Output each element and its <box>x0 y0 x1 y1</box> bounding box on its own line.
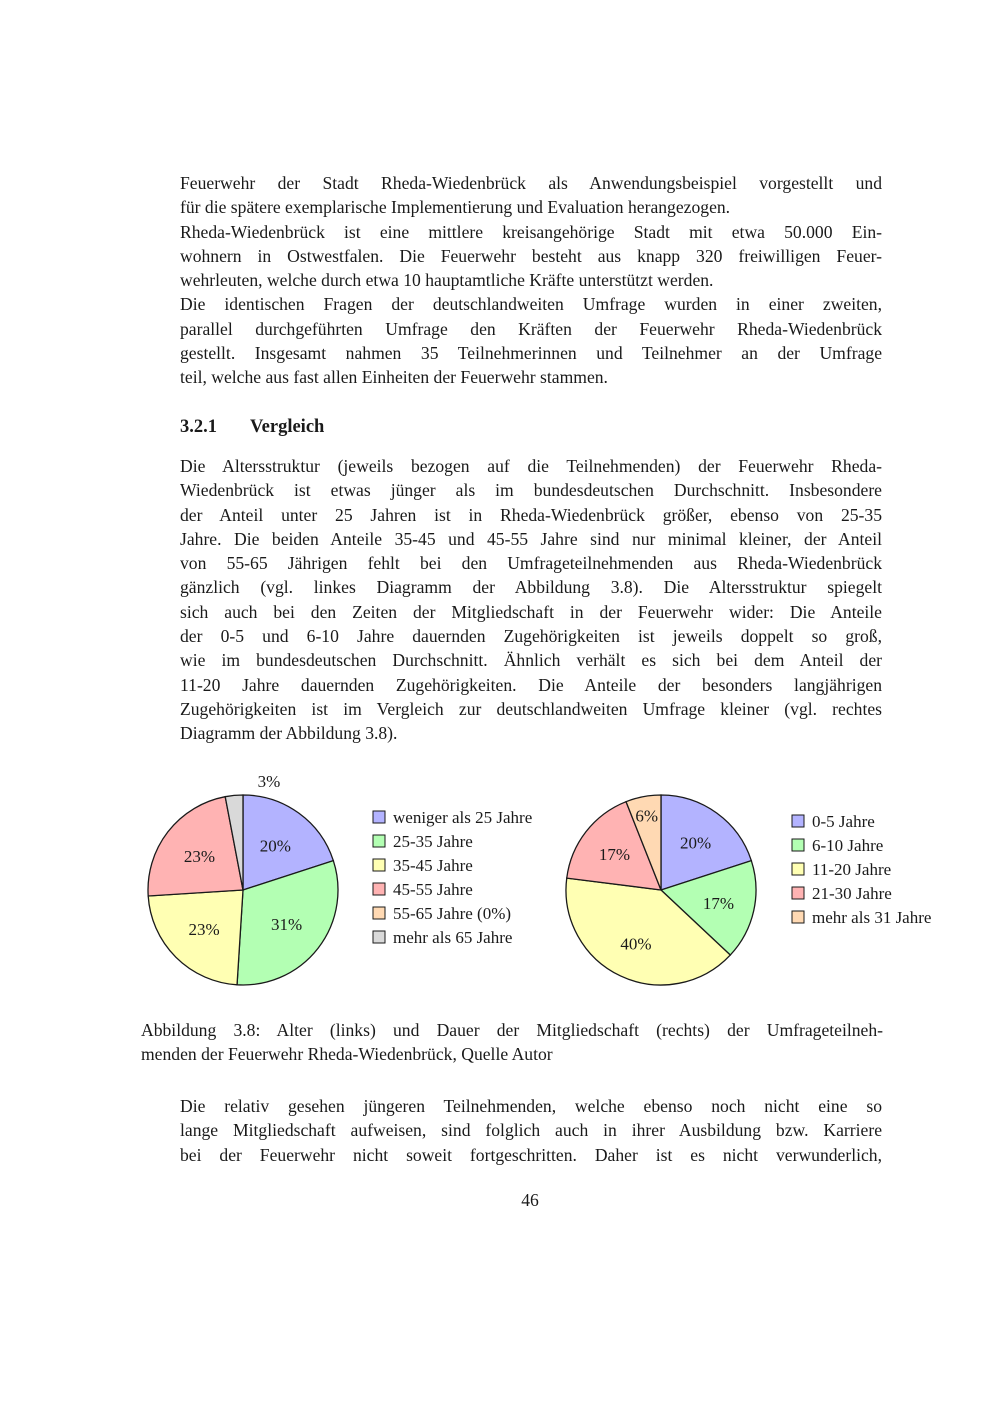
text-line: der Anteil unter 25 Jahren ist in Rheda-Wiedenbrück größer, ebenso von 25-35 <box>180 504 882 525</box>
legend-label: 25-35 Jahre <box>393 832 473 851</box>
text-line: für die spätere exemplarische Implementierung und Evaluation herangezogen. <box>180 197 731 218</box>
text-line: gestellt. Insgesamt nahmen 35 Teilnehmerinnen und Teilnehmer an der Umfrage <box>180 343 882 364</box>
legend-swatch <box>373 835 385 847</box>
slice-label: 20% <box>680 833 712 853</box>
legend-swatch <box>373 811 385 823</box>
legend-label: 35-45 Jahre <box>393 856 473 875</box>
legend-swatch <box>792 839 804 851</box>
text-line: Wiedenbrück ist etwas jünger als im bundesdeutschen Durchschnitt. Insbesondere <box>180 480 882 501</box>
figure-caption <box>141 1018 883 1067</box>
section-heading <box>180 417 324 438</box>
legend-label: mehr als 31 Jahre <box>812 908 932 927</box>
paragraph-intro <box>180 171 882 390</box>
slice-label: 17% <box>702 893 735 913</box>
slice-label: 6% <box>635 806 659 826</box>
slice-label: 23% <box>188 919 220 939</box>
text-line: Die relativ gesehen jüngeren Teilnehmenden, welche ebenso noch nicht eine so <box>180 1096 882 1116</box>
paragraph-continuation <box>180 1094 882 1167</box>
slice-label: 31% <box>270 914 303 934</box>
text-line: Feuerwehr der Stadt Rheda-Wiedenbrück als Anwendungsbeispiel vorgestellt und <box>180 173 882 193</box>
legend-label: 55-65 Jahre (0%) <box>393 904 512 923</box>
text-line: wehrleuten, welche durch etwa 10 hauptamtliche Kräfte unterstützt werden. <box>180 270 714 291</box>
text-line: bei der Feuerwehr nicht soweit fortgeschritten. Daher ist es nicht verwunderlich, <box>180 1144 882 1165</box>
legend-swatch <box>373 907 385 919</box>
legend-label: 11-20 Jahre <box>812 860 892 879</box>
slice-label: 23% <box>183 847 216 867</box>
legend-swatch <box>373 883 385 895</box>
text-line: 11-20 Jahre dauernden Zugehörigkeiten. Die Anteile der besonders langjährigen <box>180 674 882 695</box>
paragraph-comparison <box>180 454 882 746</box>
legend-swatch <box>792 815 804 827</box>
legend-label: mehr als 65 Jahre <box>393 928 513 947</box>
legend-label: 45-55 Jahre <box>393 880 473 899</box>
page-number: 46 <box>521 1190 539 1210</box>
caption-line: menden der Feuerwehr Rheda-Wiedenbrück, Quelle Autor <box>141 1044 553 1065</box>
figure-pie-charts <box>0 760 1000 1010</box>
slice-label: 3% <box>257 772 281 791</box>
text-line: Die identischen Fragen der deutschlandweiten Umfrage wurden in einer zweiten, <box>180 294 882 315</box>
text-line: lange Mitgliedschaft aufweisen, sind folglich auch in ihrer Ausbildung bzw. Karriere <box>180 1120 882 1141</box>
legend-swatch <box>373 931 385 943</box>
text-line: sich auch bei den Zeiten der Mitgliedschaft in der Feuerwehr wider: Die Anteile <box>180 601 882 622</box>
legend-label: 21-30 Jahre <box>812 884 892 903</box>
pie-chart-1 <box>148 795 338 985</box>
text-line: wohnern in Ostwestfalen. Die Feuerwehr besteht aus knapp 320 freiwilligen Feuer- <box>180 245 882 266</box>
legend-label: 0-5 Jahre <box>812 812 875 831</box>
legend-swatch <box>792 911 804 923</box>
slice-label: 40% <box>620 934 652 954</box>
text-line: wie im bundesdeutschen Durchschnitt. Ähnlich verhält es sich bei dem Anteil der <box>180 650 882 671</box>
section-number: 3.2.1 <box>180 417 217 437</box>
text-line: Die Altersstruktur (jeweils bezogen auf die Teilnehmenden) der Feuerwehr Rheda- <box>180 456 882 476</box>
legend-swatch <box>373 859 385 871</box>
legend-swatch <box>792 863 804 875</box>
text-line: der 0-5 und 6-10 Jahre dauernden Zugehörigkeiten ist jeweils doppelt so groß, <box>180 626 882 647</box>
slice-label: 17% <box>598 844 631 864</box>
text-line: von 55-65 Jährigen fehlt bei den Umfrageteilnehmenden aus Rheda-Wiedenbrück <box>180 553 882 574</box>
pie-chart-2 <box>566 795 756 985</box>
section-title: Vergleich <box>250 417 325 437</box>
text-line: Jahre. Die beiden Anteile 35-45 und 45-55 Jahre sind nur minimal kleiner, der Anteil <box>180 528 882 549</box>
slice-label: 20% <box>259 836 291 856</box>
text-line: teil, welche aus fast allen Einheiten der Feuerwehr stammen. <box>180 367 608 388</box>
text-line: Zugehörigkeiten ist im Vergleich zur deutschlandweiten Umfrage kleiner (vgl. rechtes <box>180 698 882 719</box>
legend-label: 6-10 Jahre <box>812 836 884 855</box>
text-line: parallel durchgeführten Umfrage den Kräften der Feuerwehr Rheda-Wiedenbrück <box>180 318 882 339</box>
caption-line: Abbildung 3.8: Alter (links) und Dauer der Mitgliedschaft (rechts) der Umfrageteilneh- <box>141 1020 883 1040</box>
text-line: gänzlich (vgl. linkes Diagramm der Abbildung 3.8). Die Altersstruktur spiegelt <box>180 577 882 598</box>
text-line: Rheda-Wiedenbrück ist eine mittlere kreisangehörige Stadt mit etwa 50.000 Ein- <box>180 221 882 242</box>
legend-label: weniger als 25 Jahre <box>393 808 533 827</box>
text-line: Diagramm der Abbildung 3.8). <box>180 723 398 744</box>
legend-swatch <box>792 887 804 899</box>
